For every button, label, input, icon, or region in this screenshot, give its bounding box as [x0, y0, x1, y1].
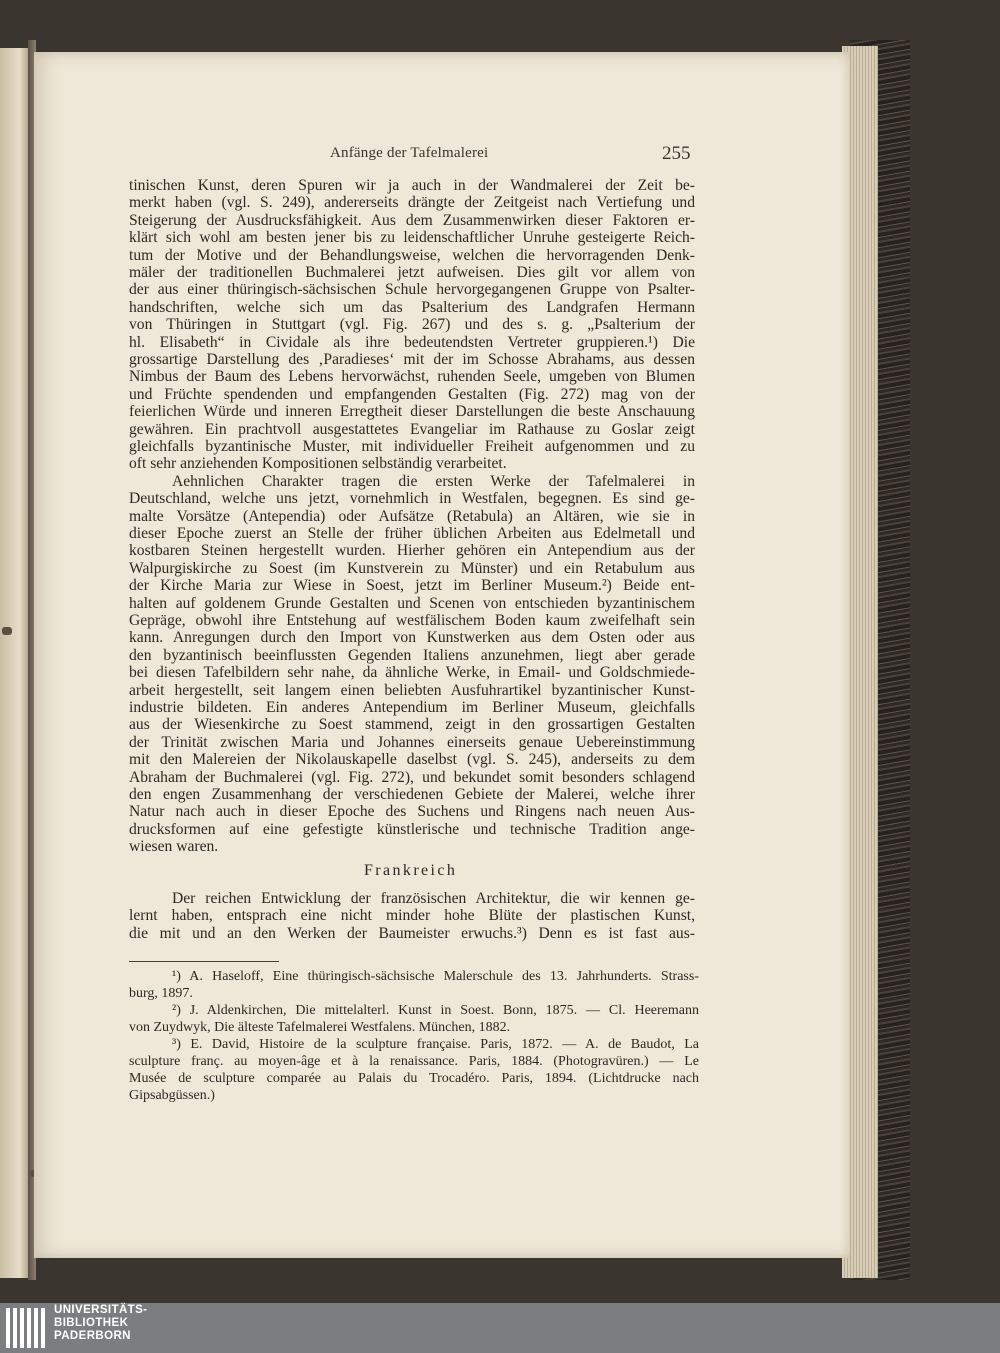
text-line: wiesen waren.	[129, 838, 219, 856]
text-line: gewähren. Ein prachtvoll ausgestattetes Evangeliar im Rathause zu Goslar zeigt	[129, 420, 695, 438]
text-line: mäler der traditionellen Buchmalerei jetzt aufweisen. Dies gilt vor allem von	[129, 264, 695, 281]
page-number: 255	[662, 143, 691, 164]
text-line: Steigerung der Ausdrucksfähigkeit. Aus dem Zusammenwirken dieser Faktoren er-	[129, 211, 695, 229]
text-line: Natur nach auch in dieser Epoche des Suchens und Ringens nach neuen Aus-	[129, 803, 695, 821]
text-line: merkt haben (vgl. S. 249), andererseits drängte der Zeitgeist nach Vertiefung und	[129, 194, 695, 212]
text-line: mit den Malereien der Nikolauskapelle daselbst (vgl. S. 245), anderseits zu dem	[129, 751, 695, 769]
footnote-line: von Zuydwyk, Die älteste Tafelmalerei Westfalens. München, 1882.	[129, 1020, 511, 1035]
text-line: aus der Wiesenkirche zu Soest stammend, zeigt in den grossartigen Gestalten	[129, 716, 695, 734]
text-line: grossartige Darstellung des ‚Paradieses‘ mit der im Schosse Abrahams, aus dessen	[129, 351, 695, 368]
text-line: bei diesen Tafelbildern sehr nahe, da ähnliche Werke, in Email- und Goldschmiede-	[129, 664, 695, 682]
text-line: malte Vorsätze (Antependia) oder Aufsätze (Retabula) an Altären, wie sie in	[129, 507, 695, 525]
text-line: kann. Anregungen durch den Import von Kunstwerken aus dem Osten oder aus	[129, 629, 695, 647]
text-line: der aus einer thüringisch-sächsischen Schule hervorgegangenen Gruppe von Psalter-	[129, 281, 695, 299]
text-line: tinischen Kunst, deren Spuren wir ja auch in der Wandmalerei der Zeit be-	[129, 177, 695, 194]
library-name-line: BIBLIOTHEK	[54, 1317, 129, 1329]
text-line: Walpurgiskirche zu Soest (im Kunstverein zu Münster) und ein Retabulum aus	[129, 559, 695, 577]
text-line: dieser Epoche zuerst an Stelle der früher üblichen Arbeiten aus Edelmetall und	[129, 525, 695, 542]
text-line: die mit und an den Werken der Baumeister erwuchs.³) Denn es ist fast aus-	[129, 924, 695, 942]
library-name-line: PADERBORN	[54, 1330, 131, 1342]
margin-mark	[2, 627, 12, 635]
text-line: Gepräge, obwohl ihre Entstehung auf westfälischem Boden kaum zweifelhaft sein	[129, 612, 695, 629]
footnote-line: sculpture franç. au moyen-âge et à la renaissance. Paris, 1884. (Photogravüren.) — Le	[129, 1054, 699, 1069]
text-line: Abraham der Buchmalerei (vgl. Fig. 272), und bekundet somit besonders schlagend	[129, 768, 695, 786]
footnote-line: burg, 1897.	[129, 986, 193, 1001]
library-footer	[0, 1303, 1000, 1353]
text-line: industrie bildeten. Ein anderes Antependium im Berliner Museum, gleichfalls	[129, 699, 695, 716]
text-line: klärt sich wohl am besten jener bis zu leidenschaftlicher Unruhe gesteigerte Reich-	[129, 229, 695, 247]
text-line: arbeit hergestellt, seit langem einen beliebten Ausfuhrartikel byzantinischer Kunst-	[129, 681, 695, 699]
library-logo-icon	[6, 1308, 48, 1348]
footnote-line: ¹) A. Haseloff, Eine thüringisch-sächsische Malerschule des 13. Jahrhunderts. Strass-	[172, 969, 699, 984]
text-line: den byzantinisch beeinflussten Gegenden Italiens anzunehmen, liegt aber gerade	[129, 646, 695, 664]
book-page	[34, 52, 850, 1258]
footnote-line: Musée de sculpture comparée au Palais du Trocadéro. Paris, 1894. (Lichtdrucke nach	[129, 1071, 699, 1086]
text-line: handschriften, welche sich um das Psalterium des Landgrafen Hermann	[129, 298, 695, 316]
footnote-line: Gipsabgüssen.)	[129, 1088, 215, 1103]
running-title: Anfänge der Tafelmalerei	[330, 145, 489, 161]
text-line: kostbaren Steinen hergestellt wurden. Hierher gehören ein Antependium aus der	[129, 542, 695, 560]
text-line: und Früchte spendenden und empfangenden Gestalten (Fig. 272) mag von der	[129, 385, 695, 403]
text-line: den engen Zusammenhang der verschiedenen Gebiete der Malerei, welche ihrer	[129, 786, 695, 803]
footnote-line: ²) J. Aldenkirchen, Die mittelalterl. Kunst in Soest. Bonn, 1875. — Cl. Heeremann	[172, 1003, 699, 1018]
text-line: Nimbus der Baum des Lebens hervorwächst, ruhenden Seele, umgeben von Blumen	[129, 368, 695, 386]
text-line: hl. Elisabeth“ in Cividale als ihre bedeutendsten Vertreter gruppieren.¹) Die	[129, 333, 695, 351]
text-line: gleichfalls byzantinische Muster, mit individueller Freiheit aufgenommen und zu	[129, 438, 695, 455]
library-name-line: UNIVERSITÄTS-	[54, 1304, 148, 1316]
running-head	[34, 143, 764, 167]
text-line: der Kirche Maria zur Wiese in Soest, jetzt im Berliner Museum.²) Beide ent-	[129, 577, 695, 595]
text-line: drucksformen auf eine gefestigte künstlerische und technische Tradition ange-	[129, 820, 695, 838]
text-line: tum der Motive und der Behandlungsweise, welchen die hervorragenden Denk-	[129, 246, 695, 264]
text-line: Deutschland, welche uns jetzt, vornehmlich in Westfalen, begegnen. Es sind ge-	[129, 490, 695, 508]
section-heading: Frankreich	[364, 862, 458, 879]
text-line: feierlichen Würde und inneren Erregtheit dieser Darstellungen die beste Anschauung	[129, 403, 695, 421]
text-line: Der reichen Entwicklung der französischen Architektur, die wir kennen ge-	[172, 890, 695, 907]
text-line: oft sehr anziehenden Kompositionen selbständig verarbeitet.	[129, 455, 507, 473]
text-line: von Thüringen in Stuttgart (vgl. Fig. 267) und des s. g. „Psalterium der	[129, 316, 695, 334]
text-line: Aehnlichen Charakter tragen die ersten Werke der Tafelmalerei in	[172, 472, 695, 490]
text-line: halten auf goldenem Grunde Gestalten und Scenen von entschieden byzantinischem	[129, 594, 695, 612]
text-line: lernt haben, entsprach eine nicht minder hohe Blüte der plastischen Kunst,	[129, 907, 695, 925]
footnote-rule	[129, 961, 279, 962]
library-name	[54, 1304, 147, 1343]
facing-page-edge	[0, 48, 28, 1278]
text-line: der Trinität zwischen Maria und Johannes einerseits genaue Uebereinstimmung	[129, 733, 695, 751]
footnote-line: ³) E. David, Histoire de la sculpture française. Paris, 1872. — A. de Baudot, La	[172, 1037, 699, 1052]
